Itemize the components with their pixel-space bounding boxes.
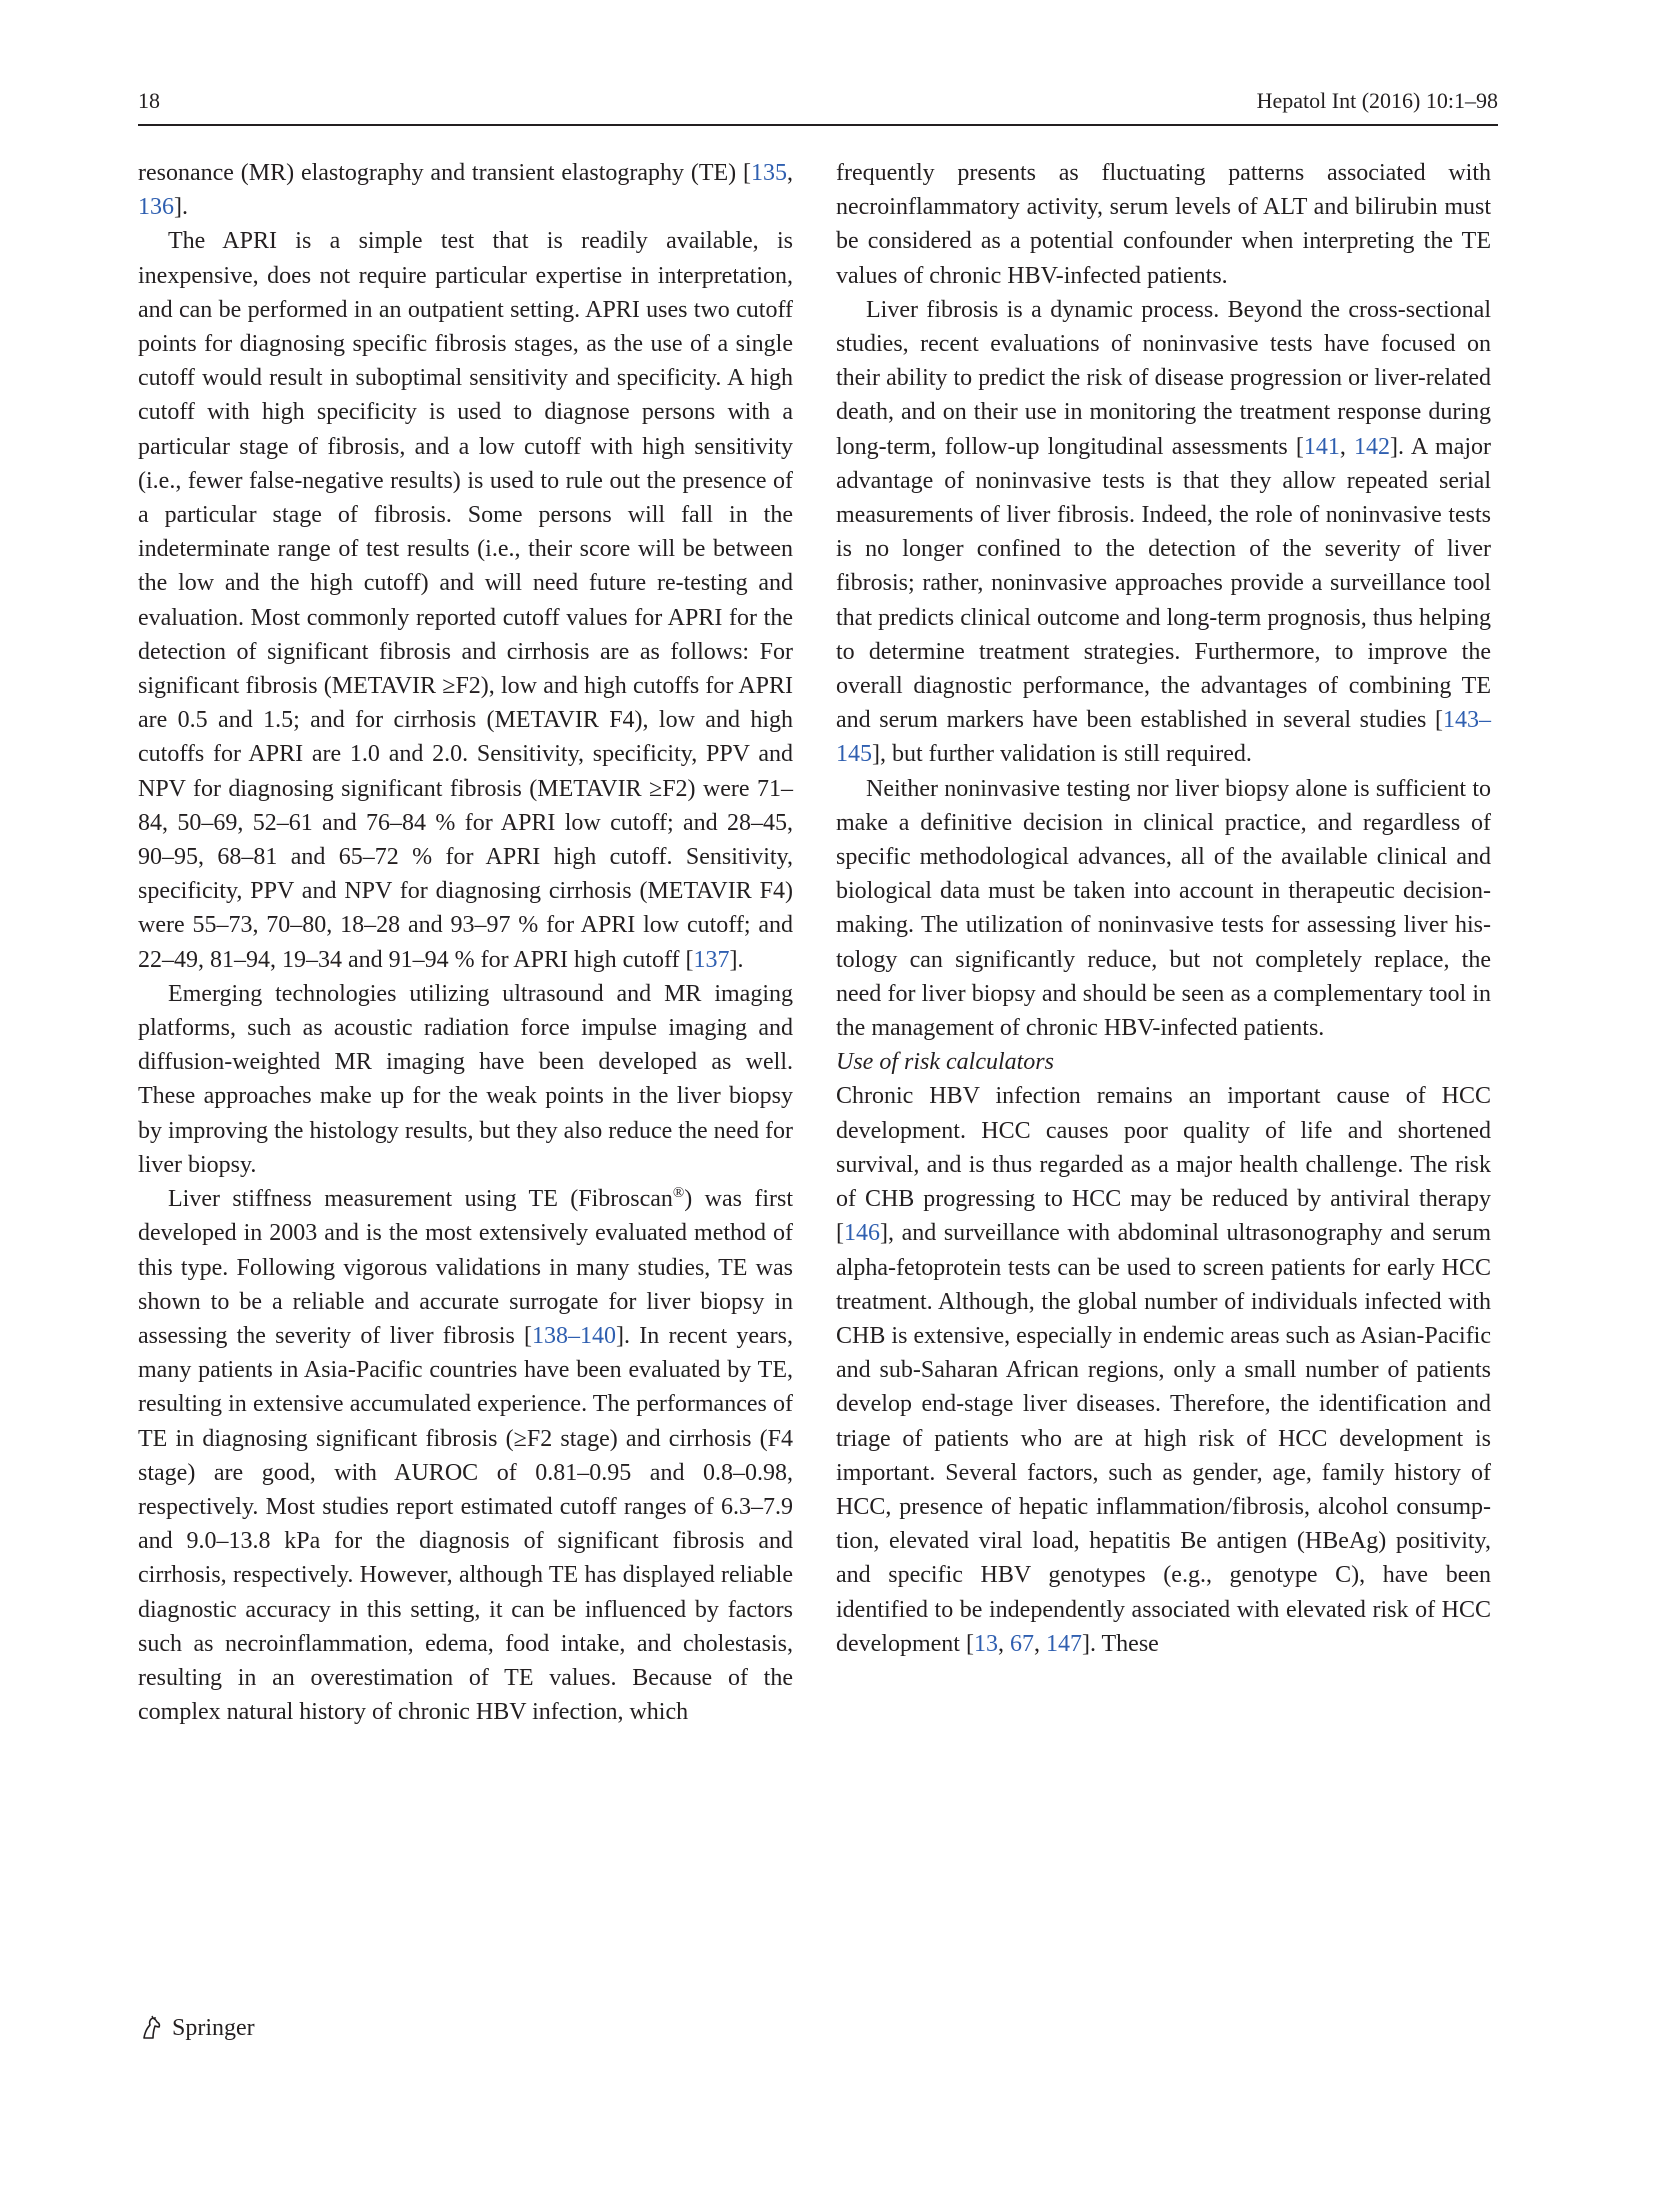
- citation-link[interactable]: 13: [973, 1630, 998, 1657]
- left-column: [138, 156, 793, 1729]
- citation-link[interactable]: 143–145: [836, 707, 1491, 768]
- paragraph: frequently presents as fluctuating patterns associated with necroinflammatory activity, serum levels of ALT and bilirubin must be considered as a potential confounder when interpreting the TE values of chronic HBV-infected patients.: [836, 160, 1491, 289]
- page-number: 18: [138, 88, 160, 113]
- paragraph: Liver stiffness measurement using TE (Fibroscan®) was first developed in 2003 and is the most extensively evaluated method of this type. Following vigorous validations in many studies, TE was shown to be a reliable and accurate surrogate for liver biopsy in assessing the severity of liver fibrosis [138–140]. In recent years, many patients in Asia-Pacific countries have been evaluated by TE, resulting in extensive accumulated experience. The performances of TE in diagnosing significant fibrosis (≥F2 stage) and cirrhosis (F4 stage) are good, with AUROC of 0.81–0.95 and 0.8–0.98, respectively. Most studies report estimated cutoff ranges of 6.3–7.9 and 9.0–13.8 kPa for the diagnosis of significant fibrosis and cirrhosis, respectively. However, although TE has displayed reliable diagnostic accuracy in this setting, it can be influenced by factors such as necroinflammation, edema, food intake, and cholestasis, resulting in an overestimation of TE values. Because of the complex natural history of chronic HBV infection, which: [138, 1185, 793, 1726]
- paragraph: resonance (MR) elastography and transient elastography (TE) [135, 136].: [138, 160, 793, 221]
- citation-link[interactable]: 147: [1045, 1630, 1082, 1657]
- paragraph: The APRI is a simple test that is readily available, is inexpensive, does not require particular expertise in interpretation, and can be performed in an outpatient setting. APRI uses two cutoff points for diagnosing specific fibrosis stages, as the use of a single cutoff would result in suboptimal sensitivity and specificity. A high cutoff with high specificity is used to diagnose persons with a particular stage of fibrosis, and a low cutoff with high sensitivity (i.e., fewer false-negative results) is used to rule out the presence of a particular stage of fibrosis. Some persons will fall in the indeterminate range of test results (i.e., their score will be between the low and the high cutoff) and will need future re-testing and evaluation. Most commonly reported cutoff values for APRI for the detection of significant fibrosis and cirrhosis are as follows: For significant fibrosis (METAVIR ≥F2), low and high cutoffs for APRI are 0.5 and 1.5; and for cirrhosis (METAVIR F4), low and high cutoffs for APRI are 1.0 and 2.0. Sensitivity, specificity, PPV and NPV for diagnosing significant fibrosis (METAVIR ≥F2) were 71–84, 50–69, 52–61 and 76–84 % for APRI low cutoff; and 28–45, 90–95, 68–81 and 65–72 % for APRI high cutoff. Sensitivity, specificity, PPV and NPV for diagnosing cirrhosis (METAVIR F4) were 55–73, 70–80, 18–28 and 93–97 % for APRI low cutoff; and 22–49, 81–94, 19–34 and 91–94 % for APRI high cutoff [137].: [138, 228, 793, 973]
- citation-link[interactable]: 136: [138, 194, 174, 221]
- springer-horse-icon: [138, 2014, 166, 2042]
- citation-link[interactable]: 135: [751, 160, 787, 186]
- citation-link[interactable]: 142: [1354, 433, 1391, 460]
- citation-link[interactable]: 141: [1303, 433, 1340, 460]
- paragraph: Liver fibrosis is a dynamic process. Beyond the cross-sectional studies, recent evaluations of noninvasive tests have focused on their ability to predict the risk of disease progression or liver-related death, and on their use in monitoring the treatment response during long-term, follow-up longitudinal assessments [141, 142]. A major advantage of noninvasive tests is that they allow repeated serial measurements of liver fibrosis. Indeed, the role of noninvasive tests is no longer confined to the detection of the severity of liver fibrosis; rather, noninvasive approaches provide a surveillance tool that predicts clinical outcome and long-term prognosis, thus helping to determine treatment strategies. Furthermore, to improve the overall diagnostic performance, the advantages of combining TE and serum markers have been established in several studies [143–145], but further validation is still required.: [836, 296, 1492, 768]
- citation-link[interactable]: 146: [844, 1220, 880, 1247]
- paragraph: Neither noninvasive testing nor liver biopsy alone is sufficient to make a definitive decision in clinical practice, and regardless of specific methodological advances, all of the available clinical and biological data must be taken into account in therapeutic decision-making. The utilization of noninvasive tests for assessing liver histology can significantly reduce, but not completely replace, the need for liver biopsy and should be seen as a complementary tool in the management of chronic HBV-infected patients.: [836, 775, 1491, 1042]
- publisher-footer: [138, 2014, 255, 2042]
- citation-link[interactable]: 137: [693, 946, 730, 973]
- paragraph: Emerging technologies utilizing ultrasound and MR imaging platforms, such as acoustic radiation force impulse imaging and diffusion-weighted MR imaging have been developed as well. These approaches make up for the weak points in the liver biopsy by improving the histology results, but they also reduce the need for liver biopsy.: [138, 980, 793, 1178]
- running-header: [138, 88, 1498, 126]
- right-column: [836, 156, 1491, 1661]
- citation-link[interactable]: 67: [1009, 1630, 1034, 1657]
- journal-citation: Hepatol Int (2016) 10:1–98: [1256, 88, 1498, 113]
- paragraph: Chronic HBV infection remains an important cause of HCC development. HCC causes poor quality of life and shortened survival, and is thus regarded as a major health challenge. The risk of CHB progressing to HCC may be reduced by antiviral therapy [146], and surveillance with abdominal ultrasonography and serum alpha-fetoprotein tests can be used to screen patients for early HCC treatment. Although, the global number of individuals infected with CHB is extensive, especially in endemic areas such as Asian-Pacific and sub-Saharan African regions, only a small number of patients develop end-stage liver diseases. Therefore, the identification and triage of patients who are at high risk of HCC development is important. Several factors, such as gender, age, family history of HCC, presence of hepatic inflammation/fibrosis, alcohol consumption, elevated viral load, hepatitis Be antigen (HBeAg) positivity, and specific HBV genotypes (e.g., genotype C), have been identified to be independently associated with elevated risk of HCC development [13, 67, 147]. These: [836, 1083, 1491, 1657]
- citation-link[interactable]: 138–140: [532, 1322, 617, 1349]
- publisher-name: Springer: [172, 2014, 255, 2041]
- section-heading: Use of risk calculators: [836, 1049, 1054, 1076]
- registered-mark: ®: [672, 1185, 685, 1202]
